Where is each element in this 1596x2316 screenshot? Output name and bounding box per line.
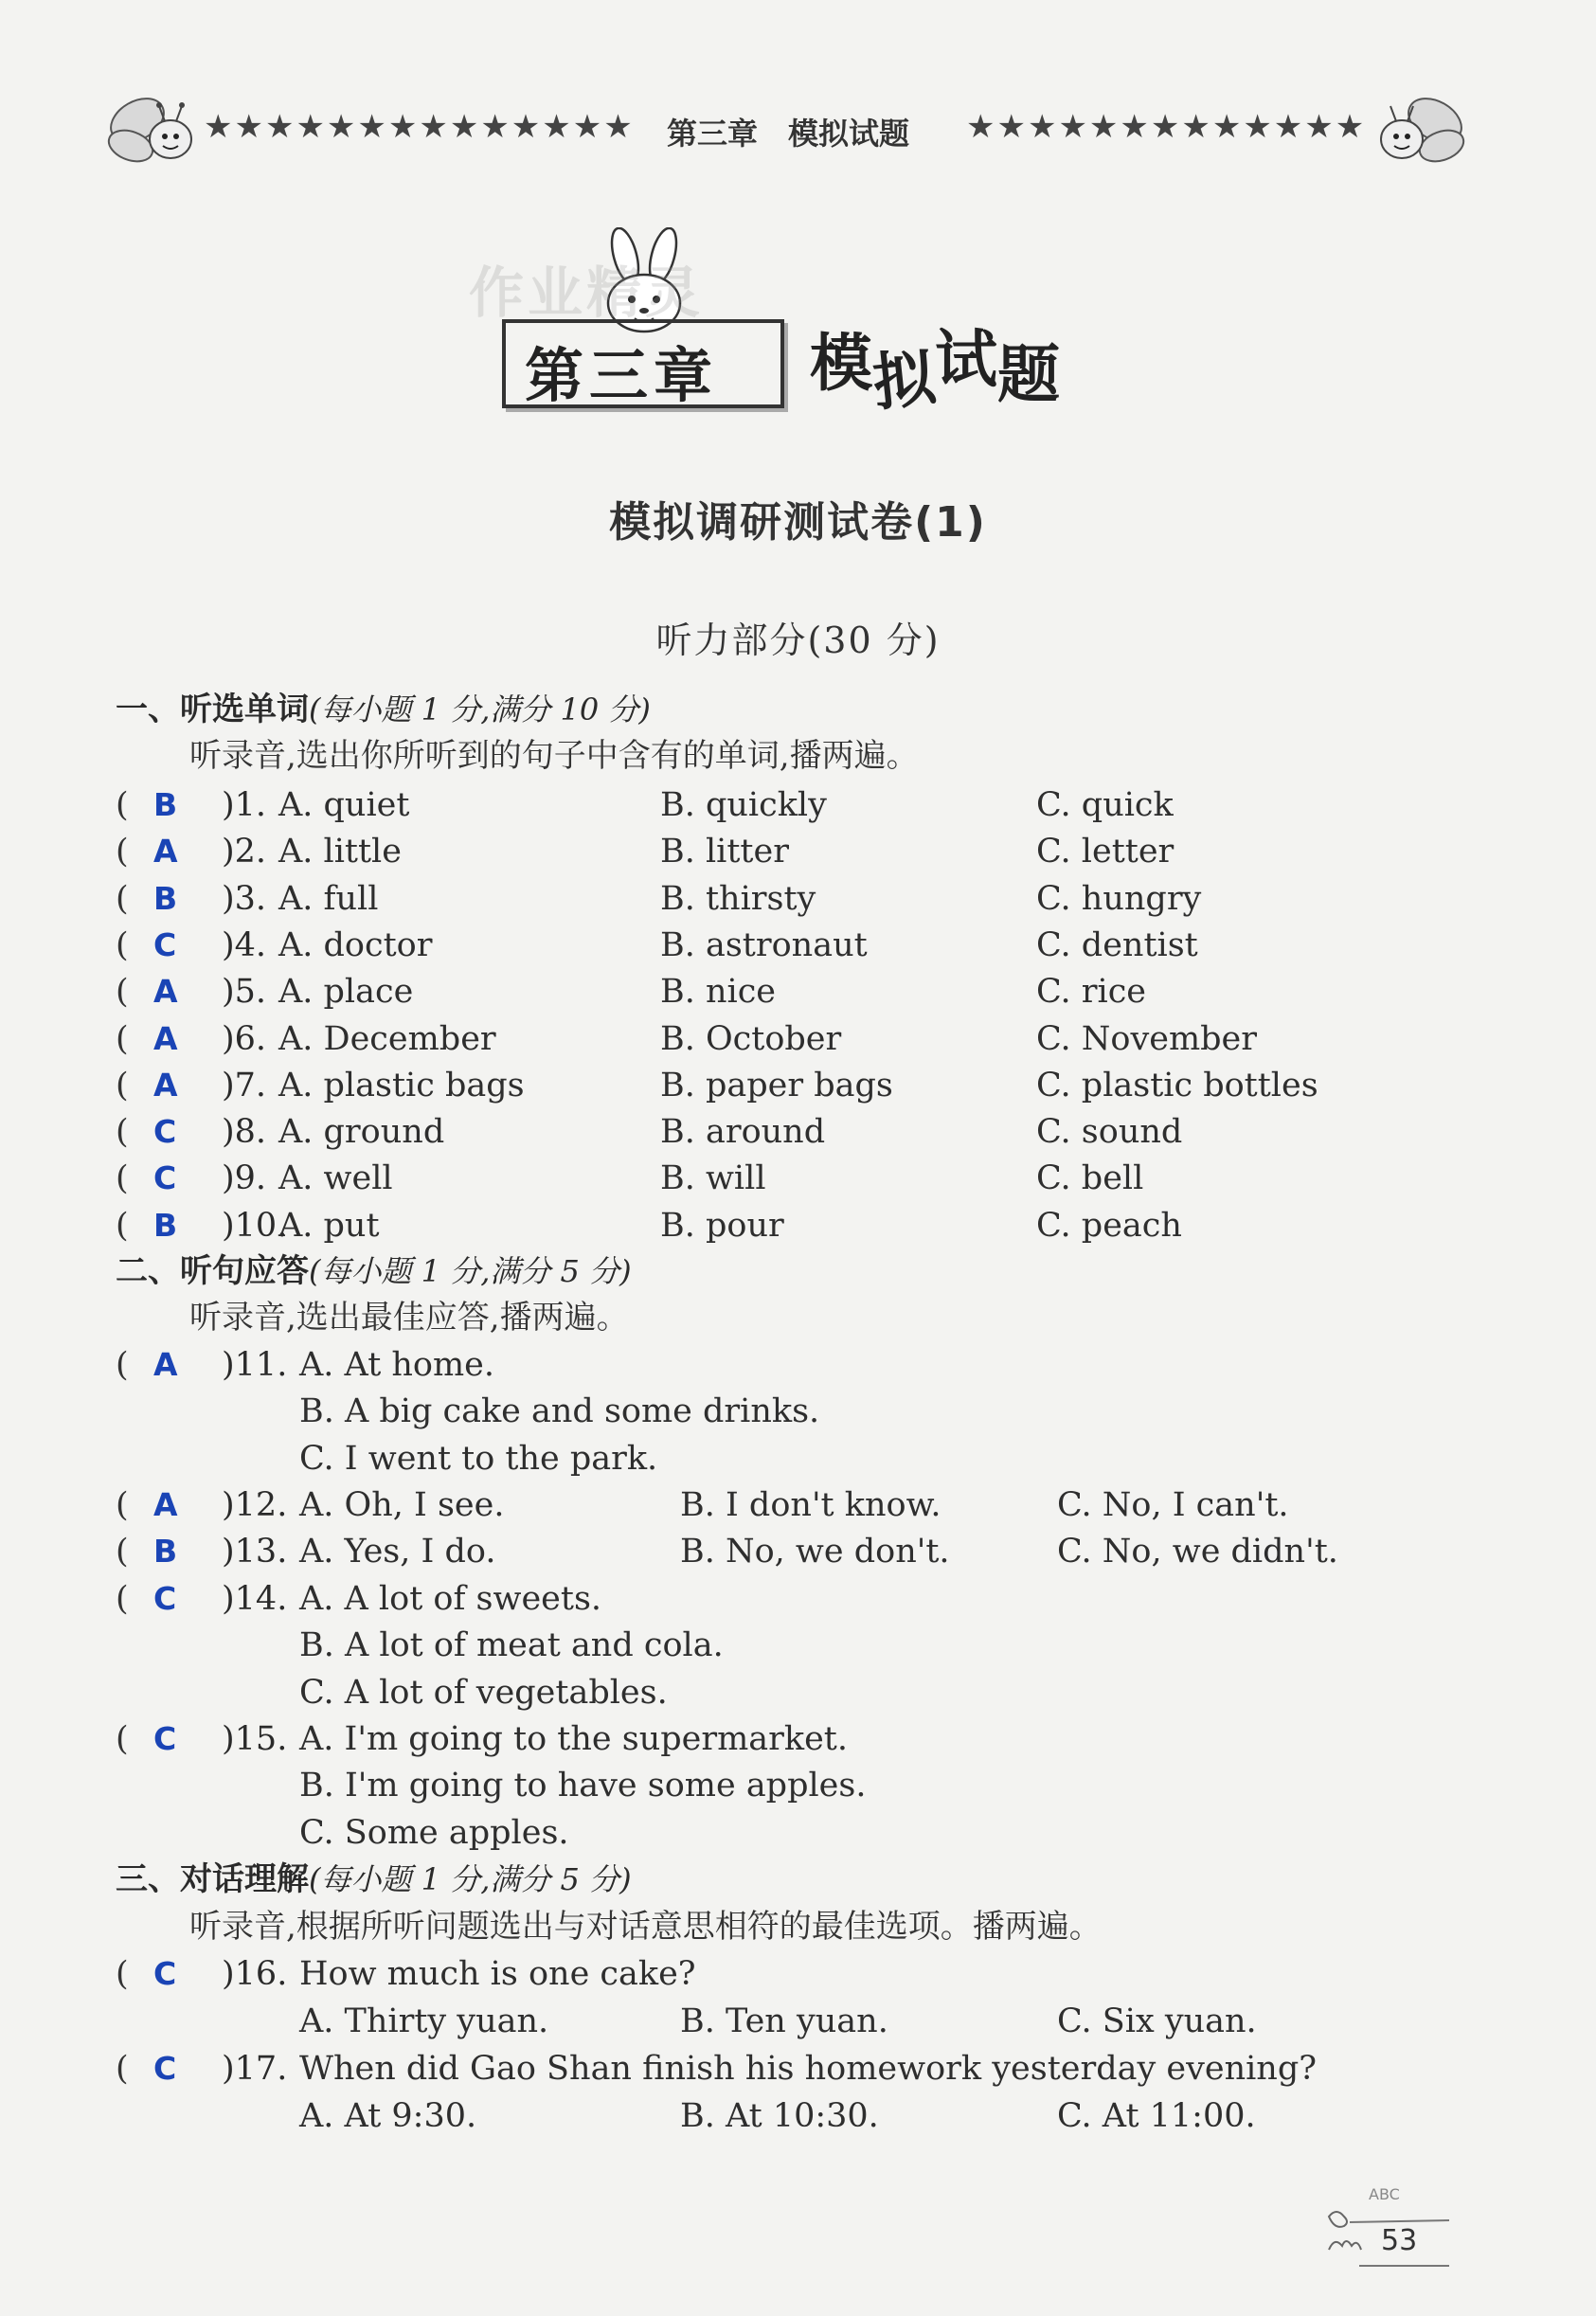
option-c: C. rice bbox=[1036, 973, 1147, 1011]
part-score-note: (每小题 1 分,满分 5 分) bbox=[309, 1861, 632, 1897]
option-c: C. I went to the park. bbox=[299, 1440, 658, 1478]
subtitle-char: 试 bbox=[935, 323, 997, 396]
option-a: A. Yes, I do. bbox=[299, 1533, 496, 1571]
chapter-label: 第三章 bbox=[525, 341, 719, 410]
question-number: )7. bbox=[222, 1067, 267, 1104]
question-number: )3. bbox=[222, 880, 267, 918]
answer-mark: A bbox=[153, 1067, 178, 1104]
question-number: )9. bbox=[222, 1159, 267, 1197]
question-number: )12. bbox=[222, 1486, 288, 1524]
option-a: A. well bbox=[278, 1159, 393, 1197]
answer-row: ( C )17. bbox=[116, 2050, 288, 2088]
bee-icon bbox=[1364, 87, 1468, 177]
section-title: 听力部分(30 分) bbox=[655, 619, 941, 661]
answer-mark: A bbox=[153, 1346, 178, 1383]
option-c: C. No, I can't. bbox=[1057, 1486, 1289, 1524]
page-footer bbox=[1321, 2179, 1454, 2273]
question-number: )5. bbox=[222, 973, 267, 1011]
answer-row: ( C )16. bbox=[116, 1955, 288, 1993]
question-number: )4. bbox=[222, 926, 267, 964]
option-c: C. hungry bbox=[1036, 880, 1202, 918]
answer-mark: A bbox=[153, 1020, 178, 1057]
part-heading bbox=[116, 1860, 632, 1898]
answer-mark: A bbox=[153, 1486, 178, 1523]
option-a: A. December bbox=[278, 1020, 496, 1058]
option-c: C. dentist bbox=[1036, 926, 1198, 964]
answer-mark: C bbox=[153, 2050, 177, 2087]
question-text: When did Gao Shan finish his homework yesterday evening? bbox=[299, 2050, 1318, 2088]
answer-row: ( B )1. bbox=[116, 786, 267, 824]
answer-mark: C bbox=[153, 1580, 177, 1617]
option-b: B. astronaut bbox=[660, 926, 868, 964]
option-a: A. Oh, I see. bbox=[299, 1486, 505, 1524]
option-b: B. A big cake and some drinks. bbox=[299, 1392, 820, 1430]
option-a: A. put bbox=[278, 1207, 380, 1245]
option-b: B. At 10:30. bbox=[680, 2097, 879, 2135]
answer-mark: B bbox=[153, 786, 178, 823]
option-b: B. litter bbox=[660, 833, 789, 871]
option-b: B. No, we don't. bbox=[680, 1533, 950, 1571]
answer-row: ( B )3. bbox=[116, 880, 267, 918]
option-c: C. A lot of vegetables. bbox=[299, 1674, 668, 1712]
watermark: 作业精灵 bbox=[469, 260, 705, 325]
answer-mark: C bbox=[153, 1955, 177, 1992]
question-number: )13. bbox=[222, 1533, 288, 1571]
answer-row: ( A )5. bbox=[116, 973, 267, 1011]
part-heading-label: 二、听句应答 bbox=[116, 1252, 309, 1290]
option-b: B. around bbox=[660, 1113, 826, 1151]
answer-row: ( C )14. bbox=[116, 1580, 288, 1618]
part-heading bbox=[116, 1252, 632, 1290]
option-b: B. nice bbox=[660, 973, 777, 1011]
option-b: B. I'm going to have some apples. bbox=[299, 1767, 867, 1804]
chapter-box bbox=[502, 319, 784, 408]
star-row-right: ★★★★★★★★★★★★★ bbox=[966, 108, 1367, 146]
part-instruction: 听录音,选出你所听到的句子中含有的单词,播两遍。 bbox=[189, 737, 919, 775]
part-heading-label: 三、对话理解 bbox=[116, 1860, 309, 1898]
option-a: A. doctor bbox=[278, 926, 433, 964]
option-c: C. letter bbox=[1036, 833, 1175, 871]
question-text: How much is one cake? bbox=[299, 1955, 696, 1993]
question-number: )8. bbox=[222, 1113, 267, 1151]
option-a: A. A lot of sweets. bbox=[299, 1580, 602, 1618]
option-a: A. full bbox=[278, 880, 379, 918]
question-number: )14. bbox=[222, 1580, 288, 1618]
page-header bbox=[104, 87, 1468, 182]
question-number: )15. bbox=[222, 1720, 288, 1758]
option-c: C. Six yuan. bbox=[1057, 2002, 1257, 2040]
answer-row: ( A )7. bbox=[116, 1067, 267, 1104]
answer-mark: C bbox=[153, 926, 177, 963]
option-c: C. Some apples. bbox=[299, 1814, 569, 1852]
answer-mark: A bbox=[153, 833, 178, 870]
answer-row: ( A )2. bbox=[116, 833, 267, 871]
option-a: A. At home. bbox=[299, 1346, 495, 1384]
question-number: )17. bbox=[222, 2050, 288, 2088]
answer-row: ( A )6. bbox=[116, 1020, 267, 1058]
option-c: C. bell bbox=[1036, 1159, 1144, 1197]
question-number: )2. bbox=[222, 833, 267, 871]
chapter-subtitle bbox=[810, 313, 1060, 421]
header-title: 第三章 模拟试题 bbox=[667, 116, 910, 152]
option-c: C. At 11:00. bbox=[1057, 2097, 1256, 2135]
question-number: )10. bbox=[222, 1207, 288, 1245]
subtitle-char: 拟 bbox=[869, 340, 940, 421]
answer-mark: C bbox=[153, 1113, 177, 1150]
doodle-text: ABC bbox=[1369, 2185, 1400, 2203]
answer-row: ( A )11. bbox=[116, 1346, 288, 1384]
option-b: B. I don't know. bbox=[680, 1486, 941, 1524]
answer-mark: B bbox=[153, 1533, 178, 1570]
question-number: )6. bbox=[222, 1020, 267, 1058]
answer-row: ( C )8. bbox=[116, 1113, 267, 1151]
option-c: C. plastic bottles bbox=[1036, 1067, 1318, 1104]
option-b: B. quickly bbox=[660, 786, 827, 824]
option-b: B. Ten yuan. bbox=[680, 2002, 888, 2040]
answer-row: ( C )4. bbox=[116, 926, 267, 964]
option-a: A. At 9:30. bbox=[299, 2097, 477, 2135]
option-b: B. will bbox=[660, 1159, 766, 1197]
option-a: A. place bbox=[278, 973, 414, 1011]
bee-icon bbox=[104, 87, 208, 177]
subtitle-char: 模 bbox=[810, 327, 872, 400]
part-score-note: (每小题 1 分,满分 10 分) bbox=[309, 691, 651, 727]
part-heading-label: 一、听选单词 bbox=[116, 691, 309, 728]
page-number: 53 bbox=[1381, 2224, 1418, 2257]
paper-title: 模拟调研测试卷(1) bbox=[609, 498, 987, 547]
option-b: B. pour bbox=[660, 1207, 784, 1245]
question-number: )16. bbox=[222, 1955, 288, 1993]
option-c: C. sound bbox=[1036, 1113, 1183, 1151]
option-c: C. peach bbox=[1036, 1207, 1182, 1245]
option-a: A. little bbox=[278, 833, 402, 871]
option-a: A. ground bbox=[278, 1113, 445, 1151]
subtitle-char: 题 bbox=[997, 338, 1060, 411]
star-row-left: ★★★★★★★★★★★★★★ bbox=[204, 108, 635, 146]
option-c: C. quick bbox=[1036, 786, 1174, 824]
answer-row: ( B )13. bbox=[116, 1533, 288, 1571]
option-b: B. October bbox=[660, 1020, 842, 1058]
option-a: A. I'm going to the supermarket. bbox=[299, 1720, 848, 1758]
answer-row: ( A )12. bbox=[116, 1486, 288, 1524]
option-c: C. November bbox=[1036, 1020, 1258, 1058]
question-number: )1. bbox=[222, 786, 267, 824]
question-number: )11. bbox=[222, 1346, 288, 1384]
answer-row: ( B )10. bbox=[116, 1207, 288, 1245]
option-b: B. A lot of meat and cola. bbox=[299, 1626, 724, 1664]
option-b: B. thirsty bbox=[660, 880, 816, 918]
answer-mark: A bbox=[153, 973, 178, 1010]
option-b: B. paper bags bbox=[660, 1067, 893, 1104]
part-score-note: (每小题 1 分,满分 5 分) bbox=[309, 1253, 632, 1289]
answer-row: ( C )15. bbox=[116, 1720, 288, 1758]
answer-mark: C bbox=[153, 1159, 177, 1196]
answer-mark: B bbox=[153, 880, 178, 917]
answer-mark: B bbox=[153, 1207, 178, 1244]
option-a: A. quiet bbox=[278, 786, 410, 824]
answer-row: ( C )9. bbox=[116, 1159, 267, 1197]
option-c: C. No, we didn't. bbox=[1057, 1533, 1338, 1571]
part-instruction: 听录音,选出最佳应答,播两遍。 bbox=[189, 1299, 629, 1337]
option-a: A. plastic bags bbox=[278, 1067, 525, 1104]
part-heading bbox=[116, 693, 651, 726]
part-instruction: 听录音,根据所听问题选出与对话意思相符的最佳选项。播两遍。 bbox=[189, 1908, 1102, 1946]
answer-mark: C bbox=[153, 1720, 177, 1757]
option-a: A. Thirty yuan. bbox=[299, 2002, 549, 2040]
